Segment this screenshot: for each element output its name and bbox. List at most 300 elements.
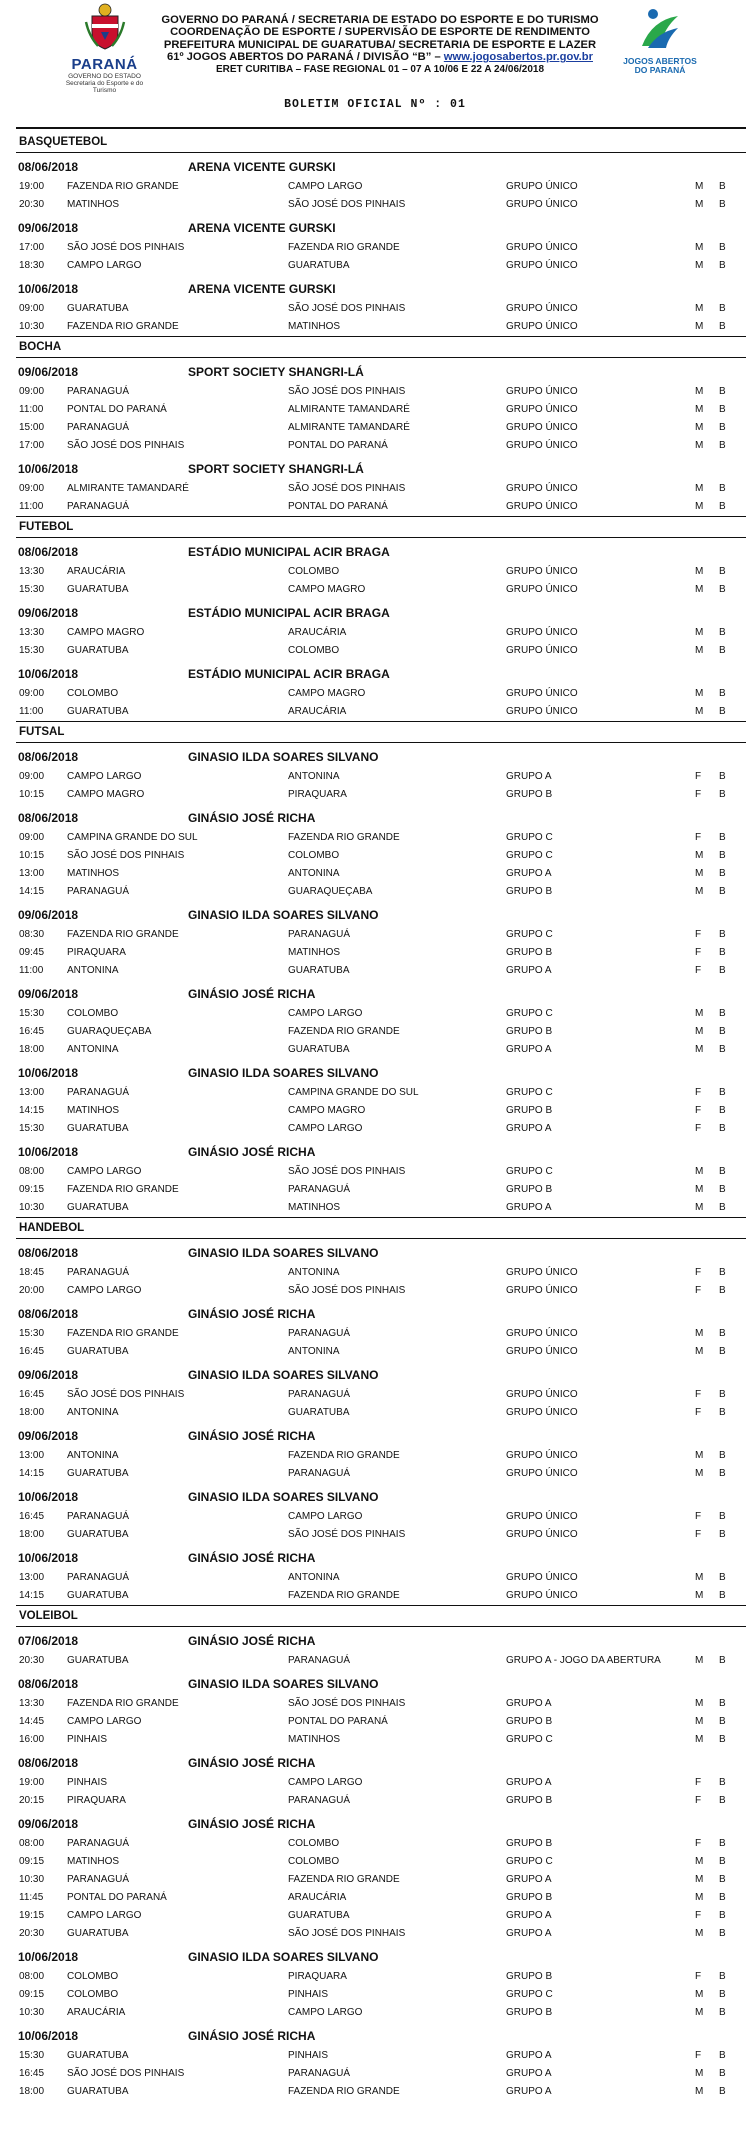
game-row (16, 944, 746, 962)
team-away: FAZENDA RIO GRANDE (288, 1590, 400, 1601)
game-row (16, 498, 746, 516)
team-away: ANTONINA (288, 1572, 340, 1583)
venue-block (16, 1243, 746, 1300)
game-gender: F (695, 1087, 702, 1098)
team-away: ANTONINA (288, 868, 340, 879)
game-gender: M (695, 386, 704, 397)
game-division: B (719, 886, 726, 897)
team-away: ARAUCÁRIA (288, 706, 347, 717)
game-time: 15:30 (19, 1008, 45, 1019)
game-division: B (719, 1105, 726, 1116)
team-home: SÃO JOSÉ DOS PINHAIS (67, 2068, 185, 2079)
venue-block (16, 905, 746, 980)
venue-block (16, 603, 746, 660)
match-date: 09/06/2018 (18, 1817, 79, 1831)
game-division: B (719, 303, 726, 314)
team-away: COLOMBO (288, 850, 340, 861)
team-home: PARANAGUÁ (67, 386, 130, 397)
game-row (16, 1774, 746, 1792)
team-away: FAZENDA RIO GRANDE (288, 1450, 400, 1461)
game-row (16, 1120, 746, 1138)
match-date: 09/06/2018 (18, 987, 79, 1001)
game-division: B (719, 1655, 726, 1666)
game-division: B (719, 1572, 726, 1583)
venue-name: GINÁSIO JOSÉ RICHA (188, 987, 316, 1001)
game-row (16, 1835, 746, 1853)
venue-block (16, 1674, 746, 1749)
game-time: 09:45 (19, 947, 45, 958)
game-group: GRUPO A (506, 1123, 552, 1134)
team-away: GUARATUBA (288, 1044, 350, 1055)
team-home: GUARAQUEÇABA (67, 1026, 152, 1037)
block-header (16, 2026, 746, 2047)
game-group: GRUPO B (506, 1716, 553, 1727)
team-home: GUARATUBA (67, 1928, 129, 1939)
game-time: 17:00 (19, 440, 45, 451)
game-row (16, 1792, 746, 1810)
game-division: B (719, 2068, 726, 2079)
game-gender: M (695, 1572, 704, 1583)
venue-block (16, 1063, 746, 1138)
game-time: 14:15 (19, 1105, 45, 1116)
team-home: PIRAQUARA (67, 1795, 126, 1806)
team-away: SÃO JOSÉ DOS PINHAIS (288, 1698, 406, 1709)
game-time: 10:30 (19, 2007, 45, 2018)
game-time: 16:45 (19, 1511, 45, 1522)
team-home: ALMIRANTE TAMANDARÉ (67, 483, 189, 494)
game-gender: M (695, 2086, 704, 2097)
game-group: GRUPO ÚNICO (506, 688, 578, 699)
game-group: GRUPO ÚNICO (506, 1450, 578, 1461)
game-gender: F (695, 789, 702, 800)
game-group: GRUPO ÚNICO (506, 199, 578, 210)
team-home: ANTONINA (67, 1044, 119, 1055)
game-group: GRUPO A (506, 1202, 552, 1213)
venue-block (16, 459, 746, 516)
venue-name: GINASIO ILDA SOARES SILVANO (188, 908, 379, 922)
game-row (16, 1005, 746, 1023)
header-divider (16, 127, 746, 129)
game-row (16, 768, 746, 786)
game-group: GRUPO C (506, 1989, 553, 2000)
game-time: 18:00 (19, 1407, 45, 1418)
team-away: PARANAGUÁ (288, 1389, 351, 1400)
team-away: PARANAGUÁ (288, 1795, 351, 1806)
block-header (16, 362, 746, 383)
game-gender: F (695, 1123, 702, 1134)
game-group: GRUPO B (506, 2007, 553, 2018)
match-date: 09/06/2018 (18, 365, 79, 379)
team-home: SÃO JOSÉ DOS PINHAIS (67, 242, 185, 253)
game-division: B (719, 501, 726, 512)
game-time: 20:30 (19, 1655, 45, 1666)
game-group: GRUPO ÚNICO (506, 1346, 578, 1357)
game-group: GRUPO ÚNICO (506, 566, 578, 577)
game-row (16, 829, 746, 847)
game-time: 15:30 (19, 1123, 45, 1134)
team-home: FAZENDA RIO GRANDE (67, 1328, 179, 1339)
game-time: 13:00 (19, 868, 45, 879)
game-row (16, 703, 746, 721)
game-division: B (719, 1795, 726, 1806)
game-row (16, 1713, 746, 1731)
game-division: B (719, 584, 726, 595)
game-division: B (719, 688, 726, 699)
venue-block (16, 1631, 746, 1670)
game-division: B (719, 965, 726, 976)
game-division: B (719, 1285, 726, 1296)
team-home: GUARATUBA (67, 706, 129, 717)
game-gender: F (695, 2050, 702, 2061)
block-header (16, 1814, 746, 1835)
game-row (16, 1465, 746, 1483)
game-group: GRUPO A (506, 1698, 552, 1709)
game-time: 09:15 (19, 1184, 45, 1195)
team-away: CAMPO MAGRO (288, 1105, 366, 1116)
block-header (16, 1548, 746, 1569)
game-group: GRUPO ÚNICO (506, 584, 578, 595)
team-away: PARANAGUÁ (288, 1328, 351, 1339)
team-away: SÃO JOSÉ DOS PINHAIS (288, 483, 406, 494)
game-time: 15:00 (19, 422, 45, 433)
game-division: B (719, 1389, 726, 1400)
game-time: 10:30 (19, 1874, 45, 1885)
team-away: PARANAGUÁ (288, 1184, 351, 1195)
team-home: PARANAGUÁ (67, 1511, 130, 1522)
team-away: GUARATUBA (288, 1407, 350, 1418)
team-away: CAMPO MAGRO (288, 584, 366, 595)
team-away: PARANAGUÁ (288, 1655, 351, 1666)
game-gender: M (695, 850, 704, 861)
team-away: GUARATUBA (288, 965, 350, 976)
venue-block (16, 157, 746, 214)
team-home: CAMPO LARGO (67, 1910, 142, 1921)
team-home: CAMPINA GRANDE DO SUL (67, 832, 198, 843)
game-time: 13:30 (19, 1698, 45, 1709)
game-gender: F (695, 1971, 702, 1982)
block-header (16, 157, 746, 178)
game-time: 13:00 (19, 1450, 45, 1461)
block-header (16, 747, 746, 768)
game-division: B (719, 1008, 726, 1019)
game-group: GRUPO ÚNICO (506, 501, 578, 512)
header-line-5: ERET CURITIBA – FASE REGIONAL 01 – 07 A 10/06 E 22 A 24/06/2018 (215, 63, 545, 75)
venue-block (16, 1753, 746, 1810)
game-gender: M (695, 886, 704, 897)
game-group: GRUPO ÚNICO (506, 706, 578, 717)
team-away: SÃO JOSÉ DOS PINHAIS (288, 386, 406, 397)
game-time: 17:00 (19, 242, 45, 253)
match-date: 09/06/2018 (18, 221, 79, 235)
team-home: ARAUCÁRIA (67, 566, 126, 577)
game-group: GRUPO ÚNICO (506, 303, 578, 314)
game-group: GRUPO C (506, 832, 553, 843)
venue-name: SPORT SOCIETY SHANGRI-LÁ (188, 365, 364, 379)
team-away: CAMPO LARGO (288, 1008, 363, 1019)
game-gender: M (695, 260, 704, 271)
game-gender: M (695, 440, 704, 451)
game-gender: M (695, 242, 704, 253)
game-row (16, 1163, 746, 1181)
team-away: GUARATUBA (288, 260, 350, 271)
game-group: GRUPO ÚNICO (506, 1285, 578, 1296)
game-time: 13:00 (19, 1572, 45, 1583)
game-division: B (719, 832, 726, 843)
game-gender: F (695, 1267, 702, 1278)
venue-block (16, 984, 746, 1059)
game-division: B (719, 1734, 726, 1745)
game-group: GRUPO B (506, 886, 553, 897)
game-group: GRUPO B (506, 1105, 553, 1116)
venue-name: GINASIO ILDA SOARES SILVANO (188, 1490, 379, 1504)
match-date: 08/06/2018 (18, 1756, 79, 1770)
game-division: B (719, 1529, 726, 1540)
game-division: B (719, 789, 726, 800)
game-time: 16:45 (19, 1026, 45, 1037)
game-row (16, 318, 746, 336)
jogos-abertos-emblem-icon (638, 6, 682, 52)
team-home: PARANAGUÁ (67, 1874, 130, 1885)
game-division: B (719, 1087, 726, 1098)
game-gender: M (695, 1026, 704, 1037)
team-away: ANTONINA (288, 1267, 340, 1278)
game-gender: F (695, 1407, 702, 1418)
block-header (16, 984, 746, 1005)
sport-header: BOCHA (16, 336, 746, 358)
game-time: 15:30 (19, 2050, 45, 2061)
match-date: 09/06/2018 (18, 606, 79, 620)
game-group: GRUPO ÚNICO (506, 483, 578, 494)
game-row (16, 1569, 746, 1587)
game-group: GRUPO ÚNICO (506, 422, 578, 433)
venue-name: GINASIO ILDA SOARES SILVANO (188, 1246, 379, 1260)
game-division: B (719, 1267, 726, 1278)
match-date: 08/06/2018 (18, 811, 79, 825)
website-link[interactable]: www.jogosabertos.pr.gov.br (443, 51, 593, 64)
team-away: ALMIRANTE TAMANDARÉ (288, 422, 410, 433)
game-gender: F (695, 1795, 702, 1806)
team-home: COLOMBO (67, 1989, 119, 2000)
sport-header: FUTEBOL (16, 516, 746, 538)
game-division: B (719, 260, 726, 271)
team-home: PONTAL DO PARANÁ (67, 404, 167, 415)
header-line-2: COORDENAÇÃO DE ESPORTE / SUPERVISÃO DE ESPORTE DE RENDIMENTO (170, 26, 590, 39)
game-gender: F (695, 1389, 702, 1400)
team-home: FAZENDA RIO GRANDE (67, 929, 179, 940)
block-header (16, 1304, 746, 1325)
game-gender: M (695, 1166, 704, 1177)
game-row (16, 239, 746, 257)
game-row (16, 1968, 746, 1986)
game-gender: F (695, 832, 702, 843)
team-home: GUARATUBA (67, 645, 129, 656)
logo-secretaria-text: Secretaria do Esporte e do Turismo (65, 80, 144, 94)
game-group: GRUPO B (506, 1971, 553, 1982)
game-gender: F (695, 1777, 702, 1788)
game-row (16, 962, 746, 980)
game-row (16, 1889, 746, 1907)
header-text-block (140, 14, 620, 76)
venue-name: GINASIO ILDA SOARES SILVANO (188, 1677, 379, 1691)
team-home: CAMPO MAGRO (67, 627, 145, 638)
game-time: 09:00 (19, 688, 45, 699)
game-time: 19:00 (19, 181, 45, 192)
team-away: MATINHOS (288, 1202, 341, 1213)
team-home: PARANAGUÁ (67, 1267, 130, 1278)
game-row (16, 1652, 746, 1670)
team-home: CAMPO LARGO (67, 771, 142, 782)
game-row (16, 401, 746, 419)
game-division: B (719, 929, 726, 940)
venue-block (16, 362, 746, 455)
game-gender: M (695, 303, 704, 314)
game-time: 11:00 (19, 404, 44, 415)
game-time: 11:00 (19, 501, 44, 512)
match-date: 09/06/2018 (18, 908, 79, 922)
game-division: B (719, 1838, 726, 1849)
game-time: 20:30 (19, 199, 45, 210)
match-date: 10/06/2018 (18, 1551, 79, 1565)
venue-block (16, 808, 746, 901)
team-away: PINHAIS (288, 1989, 329, 2000)
game-division: B (719, 2007, 726, 2018)
match-date: 10/06/2018 (18, 1066, 79, 1080)
game-gender: M (695, 1989, 704, 2000)
logo-parana-text-right: DO PARANÁ (634, 65, 686, 75)
venue-name: ARENA VICENTE GURSKI (188, 221, 336, 235)
venue-name: GINÁSIO JOSÉ RICHA (188, 1756, 316, 1770)
game-gender: M (695, 1008, 704, 1019)
venue-block (16, 1142, 746, 1217)
game-division: B (719, 1328, 726, 1339)
match-date: 10/06/2018 (18, 1490, 79, 1504)
game-row (16, 1871, 746, 1889)
team-away: PIRAQUARA (288, 1971, 347, 1982)
game-row (16, 1282, 746, 1300)
match-date: 10/06/2018 (18, 667, 79, 681)
game-gender: M (695, 1892, 704, 1903)
game-group: GRUPO A (506, 1044, 552, 1055)
game-group: GRUPO B (506, 1838, 553, 1849)
game-division: B (719, 1346, 726, 1357)
game-time: 18:45 (19, 1267, 45, 1278)
game-row (16, 1907, 746, 1925)
team-away: PONTAL DO PARANÁ (288, 501, 388, 512)
game-time: 14:15 (19, 1590, 45, 1601)
game-division: B (719, 1928, 726, 1939)
game-gender: M (695, 483, 704, 494)
game-division: B (719, 181, 726, 192)
game-group: GRUPO B (506, 947, 553, 958)
game-group: GRUPO A (506, 2086, 552, 2097)
game-group: GRUPO ÚNICO (506, 321, 578, 332)
game-time: 11:00 (19, 706, 44, 717)
game-time: 09:00 (19, 303, 45, 314)
game-division: B (719, 1044, 726, 1055)
team-home: GUARATUBA (67, 1123, 129, 1134)
game-group: GRUPO ÚNICO (506, 1511, 578, 1522)
team-home: CAMPO LARGO (67, 260, 142, 271)
logo-parana-text: PARANÁ (71, 56, 138, 73)
game-division: B (719, 1026, 726, 1037)
game-division: B (719, 1202, 726, 1213)
game-time: 08:00 (19, 1838, 45, 1849)
block-header (16, 1243, 746, 1264)
sport-header: HANDEBOL (16, 1217, 746, 1239)
game-group: GRUPO A (506, 1928, 552, 1939)
game-division: B (719, 404, 726, 415)
game-time: 11:00 (19, 965, 44, 976)
game-division: B (719, 1166, 726, 1177)
game-gender: M (695, 321, 704, 332)
team-home: COLOMBO (67, 1971, 119, 1982)
game-gender: M (695, 1184, 704, 1195)
venue-name: GINÁSIO JOSÉ RICHA (188, 1634, 316, 1648)
venue-name: ESTÁDIO MUNICIPAL ACIR BRAGA (188, 545, 390, 559)
game-row (16, 196, 746, 214)
game-gender: M (695, 706, 704, 717)
game-group: GRUPO ÚNICO (506, 1572, 578, 1583)
game-row (16, 257, 746, 275)
game-group: GRUPO A (506, 1777, 552, 1788)
game-time: 08:30 (19, 929, 45, 940)
team-home: GUARATUBA (67, 584, 129, 595)
game-row (16, 1023, 746, 1041)
game-gender: F (695, 771, 702, 782)
team-away: ANTONINA (288, 771, 340, 782)
game-row (16, 1386, 746, 1404)
game-row (16, 1526, 746, 1544)
game-row (16, 1853, 746, 1871)
game-gender: M (695, 627, 704, 638)
game-row (16, 847, 746, 865)
game-gender: M (695, 584, 704, 595)
team-away: SÃO JOSÉ DOS PINHAIS (288, 303, 406, 314)
team-home: ANTONINA (67, 1450, 119, 1461)
header-line-3: PREFEITURA MUNICIPAL DE GUARATUBA/ SECRETARIA DE ESPORTE E LAZER (163, 38, 597, 51)
block-header (16, 603, 746, 624)
block-header (16, 542, 746, 563)
team-home: GUARATUBA (67, 2086, 129, 2097)
team-home: CAMPO MAGRO (67, 789, 145, 800)
match-date: 08/06/2018 (18, 160, 79, 174)
game-division: B (719, 2086, 726, 2097)
game-gender: F (695, 1529, 702, 1540)
game-row (16, 300, 746, 318)
venue-name: ESTÁDIO MUNICIPAL ACIR BRAGA (188, 667, 390, 681)
team-home: PIRAQUARA (67, 947, 126, 958)
game-time: 09:00 (19, 832, 45, 843)
team-home: ANTONINA (67, 1407, 119, 1418)
game-row (16, 1925, 746, 1943)
game-division: B (719, 1874, 726, 1885)
team-home: PARANAGUÁ (67, 886, 130, 897)
game-time: 16:45 (19, 1346, 45, 1357)
team-away: CAMPO LARGO (288, 1511, 363, 1522)
game-time: 20:00 (19, 1285, 45, 1296)
team-away: PONTAL DO PARANÁ (288, 1716, 388, 1727)
team-home: SÃO JOSÉ DOS PINHAIS (67, 1389, 185, 1400)
game-row (16, 419, 746, 437)
game-gender: M (695, 1044, 704, 1055)
venue-block (16, 1304, 746, 1361)
game-group: GRUPO C (506, 850, 553, 861)
team-away: SÃO JOSÉ DOS PINHAIS (288, 199, 406, 210)
game-row (16, 1343, 746, 1361)
team-home: COLOMBO (67, 1008, 119, 1019)
team-away: COLOMBO (288, 1838, 340, 1849)
team-home: SÃO JOSÉ DOS PINHAIS (67, 850, 185, 861)
